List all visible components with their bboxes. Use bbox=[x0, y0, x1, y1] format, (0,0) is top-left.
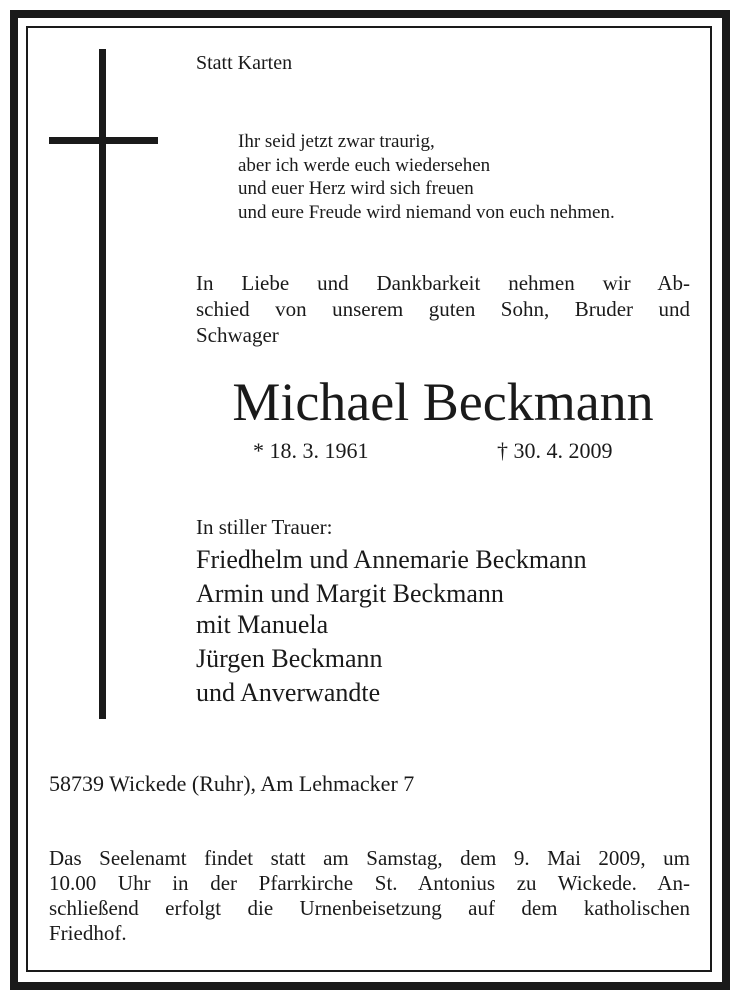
mourning-label: In stiller Trauer: bbox=[196, 515, 333, 539]
service-line: schließend erfolgt die Urnenbeisetzung auf dem katholischen bbox=[49, 896, 690, 920]
service-paragraph bbox=[49, 846, 690, 946]
family-address: 58739 Wickede (Ruhr), Am Lehmacker 7 bbox=[49, 771, 415, 796]
death-date: † 30. 4. 2009 bbox=[497, 438, 613, 463]
mourner-entry: Jürgen Beckmann bbox=[196, 644, 383, 673]
mourner-entry: und Anverwandte bbox=[196, 678, 381, 707]
intro-line: Schwager bbox=[196, 323, 279, 347]
mourner-entry: Armin und Margit Beckmann bbox=[196, 579, 504, 608]
mourner-entry: Friedhelm und Annemarie Beckmann bbox=[196, 545, 587, 574]
birth-date: * 18. 3. 1961 bbox=[253, 438, 369, 463]
intro-line: In Liebe und Dankbarkeit nehmen wir Ab- bbox=[196, 271, 690, 295]
mourners-list bbox=[196, 544, 587, 708]
service-line: 10.00 Uhr in der Pfarrkirche St. Antonius zu Wickede. An- bbox=[49, 871, 690, 895]
service-line: Friedhof. bbox=[49, 921, 127, 945]
verse-line: Ihr seid jetzt zwar traurig, bbox=[238, 131, 435, 152]
verse-quote bbox=[238, 130, 615, 224]
verse-line: aber ich werde euch wiedersehen bbox=[238, 154, 491, 176]
deceased-name: Michael Beckmann bbox=[232, 372, 654, 432]
mourner-entry: mit Manuela bbox=[196, 610, 329, 639]
cross-icon-horizontal-bar bbox=[49, 137, 158, 144]
intro-line: schied von unserem guten Sohn, Bruder und bbox=[196, 297, 690, 321]
service-line: Das Seelenamt findet statt am Samstag, dem 9. Mai 2009, um bbox=[49, 846, 690, 870]
header-label: Statt Karten bbox=[196, 52, 293, 74]
verse-line: und euer Herz wird sich freuen bbox=[238, 178, 474, 199]
cross-icon-vertical-bar bbox=[99, 49, 106, 719]
verse-line: und eure Freude wird niemand von euch nehmen. bbox=[238, 201, 615, 223]
intro-paragraph bbox=[196, 270, 690, 348]
